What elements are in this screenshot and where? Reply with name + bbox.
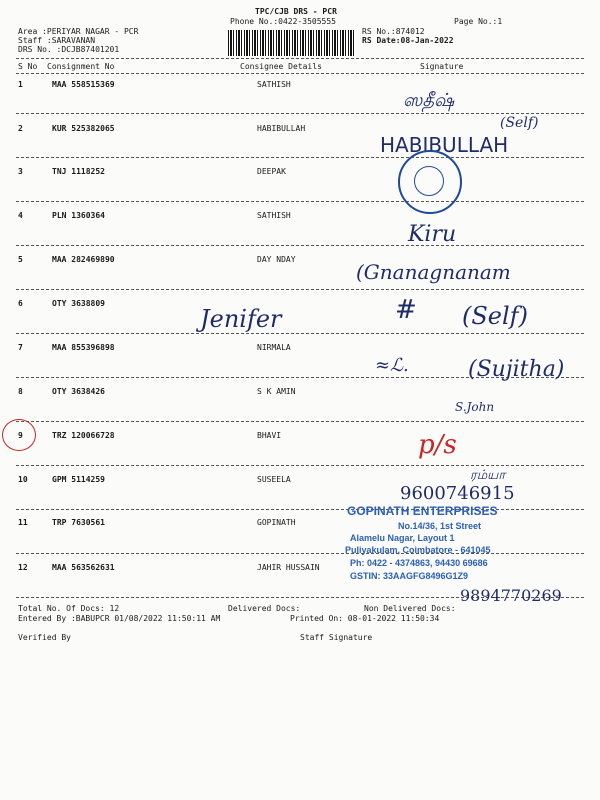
signature-10-phone: 9600746915 — [400, 483, 515, 504]
divider — [16, 333, 584, 334]
col-sno: S No — [18, 62, 38, 71]
divider — [16, 465, 584, 466]
divider — [16, 553, 584, 554]
rs-date: RS Date:08-Jan-2022 — [362, 36, 454, 45]
row-sno: 9 — [18, 431, 23, 440]
signature-8: S.John — [455, 400, 495, 414]
row-consignee: GOPINATH — [257, 518, 296, 527]
row-consignee: SUSEELA — [257, 475, 291, 484]
row-consignee: HABIBULLAH — [257, 124, 306, 133]
signature-6-mark: # — [395, 295, 417, 325]
printed-on: Printed On: 08-01-2022 11:50:34 — [290, 614, 440, 623]
stamp-phone: Ph: 0422 - 4374863, 94430 69686 — [350, 558, 488, 568]
stamp-address-2: Alamelu Nagar, Layout 1 — [350, 533, 455, 543]
col-consignment: Consignment No — [47, 62, 115, 71]
row-consignment: TRP 7630561 — [52, 518, 105, 527]
divider — [16, 58, 584, 59]
stamp-company-name: GOPINATH ENTERPRISES — [347, 504, 498, 518]
row-consignment: MAA 855396898 — [52, 343, 115, 352]
company-stamp-seal-inner — [414, 166, 444, 196]
row-consignment: MAA 282469890 — [52, 255, 115, 264]
col-consignee: Consignee Details — [240, 62, 322, 71]
area-label: Area :PERIYAR NAGAR - PCR — [18, 27, 139, 36]
row-consignment: TRZ 120066728 — [52, 431, 115, 440]
row-consignee: SATHISH — [257, 211, 291, 220]
row-sno: 5 — [18, 255, 23, 264]
row-consignee: DEEPAK — [257, 167, 286, 176]
row-consignment: TNJ 1118252 — [52, 167, 105, 176]
signature-12-phone: 9894770269 — [460, 586, 562, 605]
row-consignment: PLN 1360364 — [52, 211, 105, 220]
row-sno: 3 — [18, 167, 23, 176]
document-title: TPC/CJB DRS - PCR — [255, 7, 337, 16]
non-delivered-docs: Non Delivered Docs: — [364, 604, 456, 613]
signature-5: (Gnanagnanam — [356, 260, 511, 284]
row-consignment: OTY 3638426 — [52, 387, 105, 396]
col-signature: Signature — [420, 62, 464, 71]
row-sno: 2 — [18, 124, 23, 133]
signature-9-ps: p/s — [418, 430, 457, 460]
page-number: Page No.:1 — [454, 17, 503, 26]
entered-by: Entered By :BABUPCR 01/08/2022 11:50:11 AM — [18, 614, 221, 623]
row-consignee: JAHIR HUSSAIN — [257, 563, 320, 572]
row-sno: 10 — [18, 475, 28, 484]
divider — [16, 289, 584, 290]
row-sno: 7 — [18, 343, 23, 352]
divider — [16, 113, 584, 114]
staff-signature: Staff Signature — [300, 633, 373, 642]
red-circle-mark — [2, 419, 36, 451]
drs-number: DRS No. :DCJB87401201 — [18, 45, 120, 54]
row-sno: 8 — [18, 387, 23, 396]
verified-by: Verified By — [18, 633, 71, 642]
divider — [16, 73, 584, 74]
divider — [16, 421, 584, 422]
row-consignment: GPM 5114259 — [52, 475, 105, 484]
row-sno: 11 — [18, 518, 28, 527]
divider — [16, 509, 584, 510]
barcode — [228, 30, 356, 56]
stamp-address-1: No.14/36, 1st Street — [398, 521, 482, 531]
row-consignee: S K AMIN — [257, 387, 296, 396]
staff-label: Staff :SARAVANAN — [18, 36, 96, 45]
stamp-address-3: Puliyakulam, Coimbatore - 641045 — [345, 545, 491, 555]
row-sno: 12 — [18, 563, 28, 572]
signature-7-name: (Sujitha) — [468, 357, 565, 382]
row-consignee: DAY NDAY — [257, 255, 296, 264]
total-docs: Total No. Of Docs: 12 — [18, 604, 120, 613]
row-sno: 1 — [18, 80, 23, 89]
stamp-gstin: GSTIN: 33AAGFG8496G1Z9 — [350, 571, 469, 581]
row-sno: 4 — [18, 211, 23, 220]
signature-10-name: ரம்யா — [470, 468, 506, 483]
row-sno: 6 — [18, 299, 23, 308]
signature-6-name: Jenifer — [200, 305, 282, 333]
divider — [16, 201, 584, 202]
signature-1: ஸதீஷ் — [403, 90, 455, 111]
row-consignment: OTY 3638809 — [52, 299, 105, 308]
divider — [16, 245, 584, 246]
signature-1-self: (Self) — [500, 115, 539, 131]
row-consignment: KUR 525382065 — [52, 124, 115, 133]
row-consignment: MAA 558515369 — [52, 80, 115, 89]
signature-6-self: (Self) — [462, 302, 528, 330]
row-consignee: BHAVI — [257, 431, 282, 440]
delivered-docs: Delivered Docs: — [228, 604, 301, 613]
signature-4: Kiru — [408, 222, 457, 247]
row-consignment: MAA 563562631 — [52, 563, 115, 572]
signature-2: HABIBULLAH — [380, 133, 509, 157]
signature-7-mark: ≈ℒ. — [375, 355, 409, 376]
divider — [16, 157, 584, 158]
phone-number: Phone No.:0422-3505555 — [230, 17, 336, 26]
row-consignee: NIRMALA — [257, 343, 291, 352]
row-consignee: SATHISH — [257, 80, 291, 89]
rs-number: RS No.:874012 — [362, 27, 425, 36]
